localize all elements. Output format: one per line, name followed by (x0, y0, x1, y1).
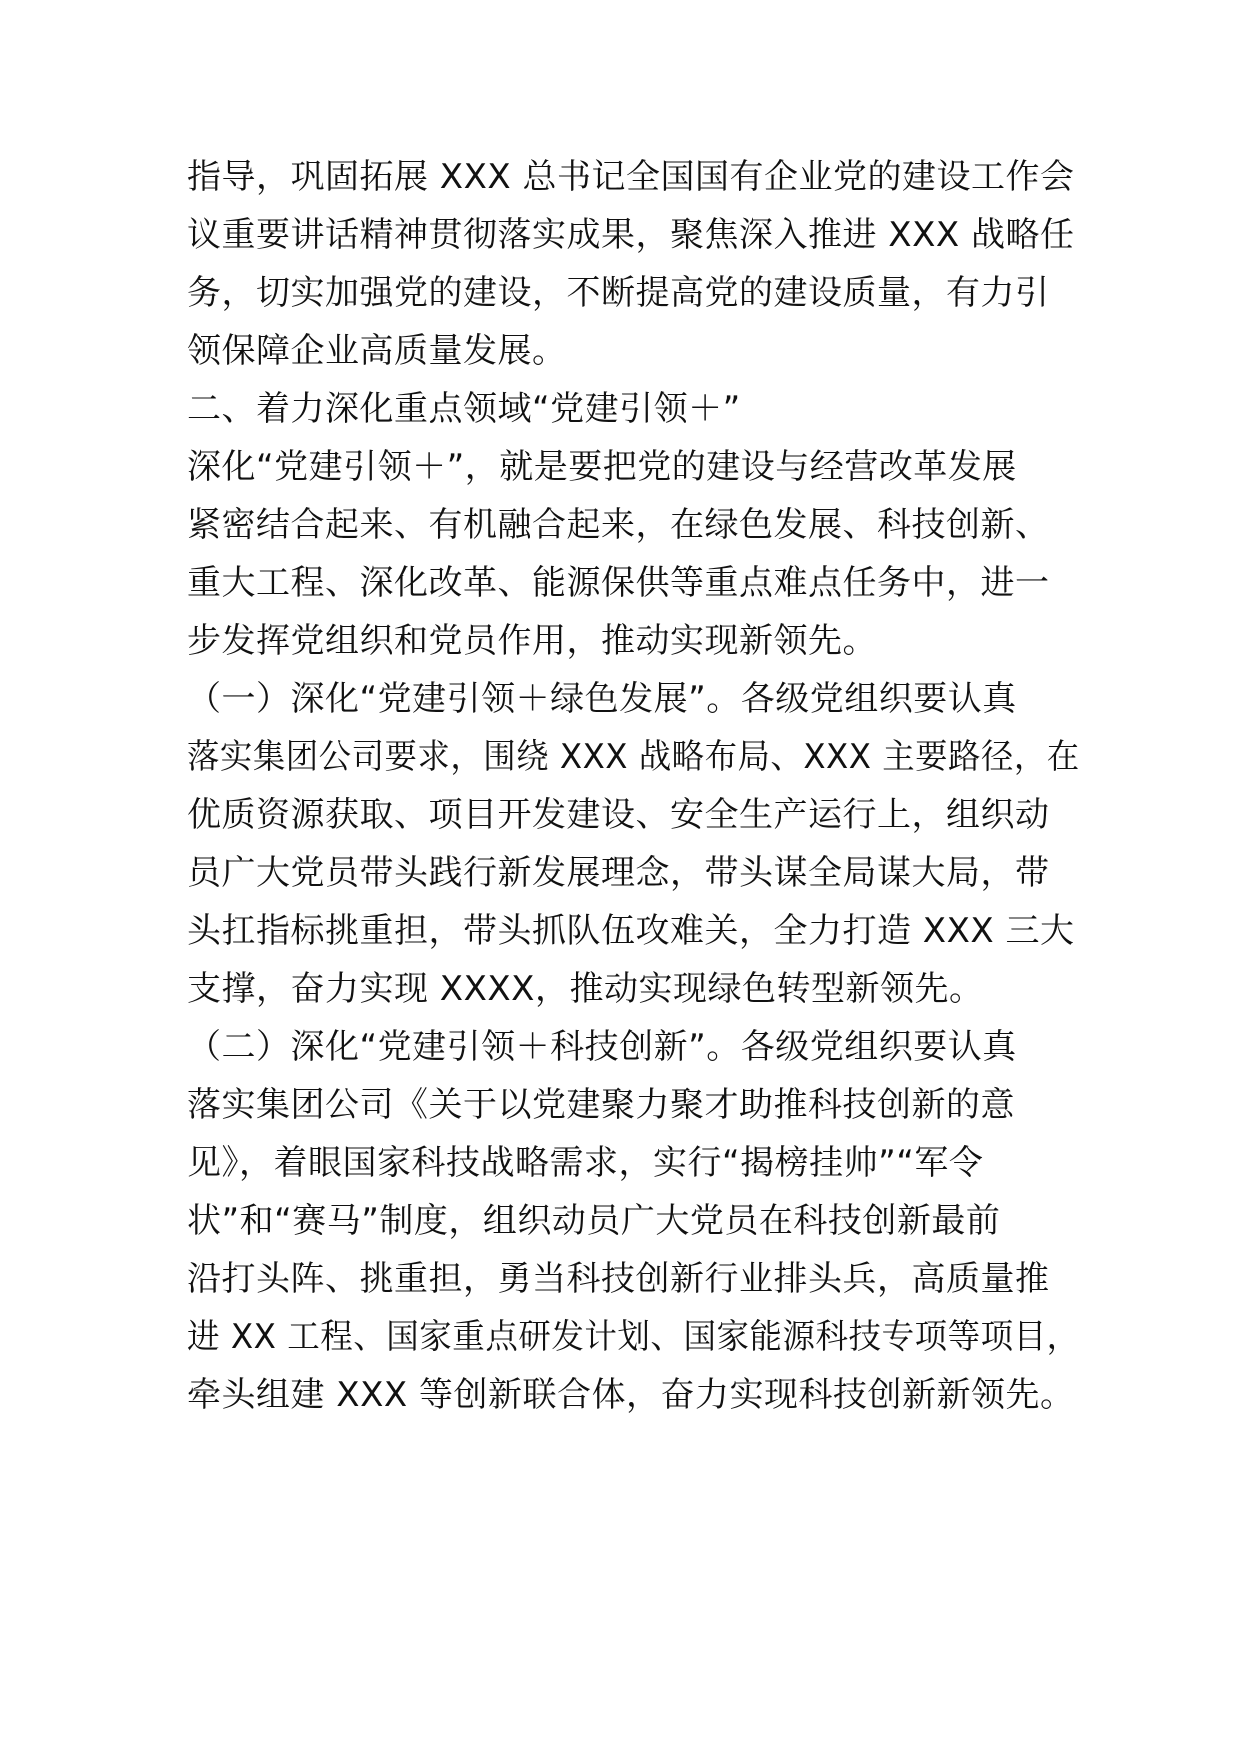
subsection-line: （一）深化“党建引领＋绿色发展”。各级党组织要认真 (187, 679, 1017, 719)
paragraph-line: 见》，着眼国家科技战略需求，实行“揭榜挂帅”“军令 (187, 1143, 984, 1183)
paragraph-line: 指导，巩固拓展 XXX 总书记全国国有企业党的建设工作会 (187, 157, 1075, 197)
paragraph-line: 紧密结合起来、有机融合起来，在绿色发展、科技创新、 (187, 505, 1050, 545)
paragraph-line: 沿打头阵、挑重担，勇当科技创新行业排头兵，高质量推 (187, 1259, 1050, 1299)
paragraph-line: 领保障企业高质量发展。 (187, 331, 567, 371)
paragraph-line: 议重要讲话精神贯彻落实成果，聚焦深入推进 XXX 战略任 (187, 215, 1075, 255)
paragraph-line: 落实集团公司要求，围绕 XXX 战略布局、XXX 主要路径，在 (187, 737, 1080, 777)
subsection-line: （二）深化“党建引领＋科技创新”。各级党组织要认真 (187, 1027, 1017, 1067)
paragraph-line: 优质资源获取、项目开发建设、安全生产运行上，组织动 (187, 795, 1050, 835)
paragraph-line: 员广大党员带头践行新发展理念，带头谋全局谋大局，带 (187, 853, 1050, 893)
paragraph-line: 牵头组建 XXX 等创新联合体，奋力实现科技创新新领先。 (187, 1375, 1075, 1415)
paragraph-line: 头扛指标挑重担，带头抓队伍攻难关，全力打造 XXX 三大 (187, 911, 1075, 951)
paragraph-line: 支撑，奋力实现 XXXX，推动实现绿色转型新领先。 (187, 969, 984, 1009)
paragraph-line: 步发挥党组织和党员作用，推动实现新领先。 (187, 621, 877, 661)
paragraph-line: 落实集团公司《关于以党建聚力聚才助推科技创新的意 (187, 1085, 1015, 1125)
section-heading: 二、着力深化重点领域“党建引领＋” (187, 389, 741, 429)
paragraph-line: 务，切实加强党的建设，不断提高党的建设质量，有力引 (187, 273, 1050, 313)
paragraph-line: 深化“党建引领＋”，就是要把党的建设与经营改革发展 (187, 447, 1017, 487)
paragraph-line: 状”和“赛马”制度，组织动员广大党员在科技创新最前 (187, 1201, 1001, 1241)
paragraph-line: 重大工程、深化改革、能源保供等重点难点任务中，进一 (187, 563, 1050, 603)
paragraph-line: 进 XX 工程、国家重点研发计划、国家能源科技专项等项目， (187, 1317, 1080, 1357)
